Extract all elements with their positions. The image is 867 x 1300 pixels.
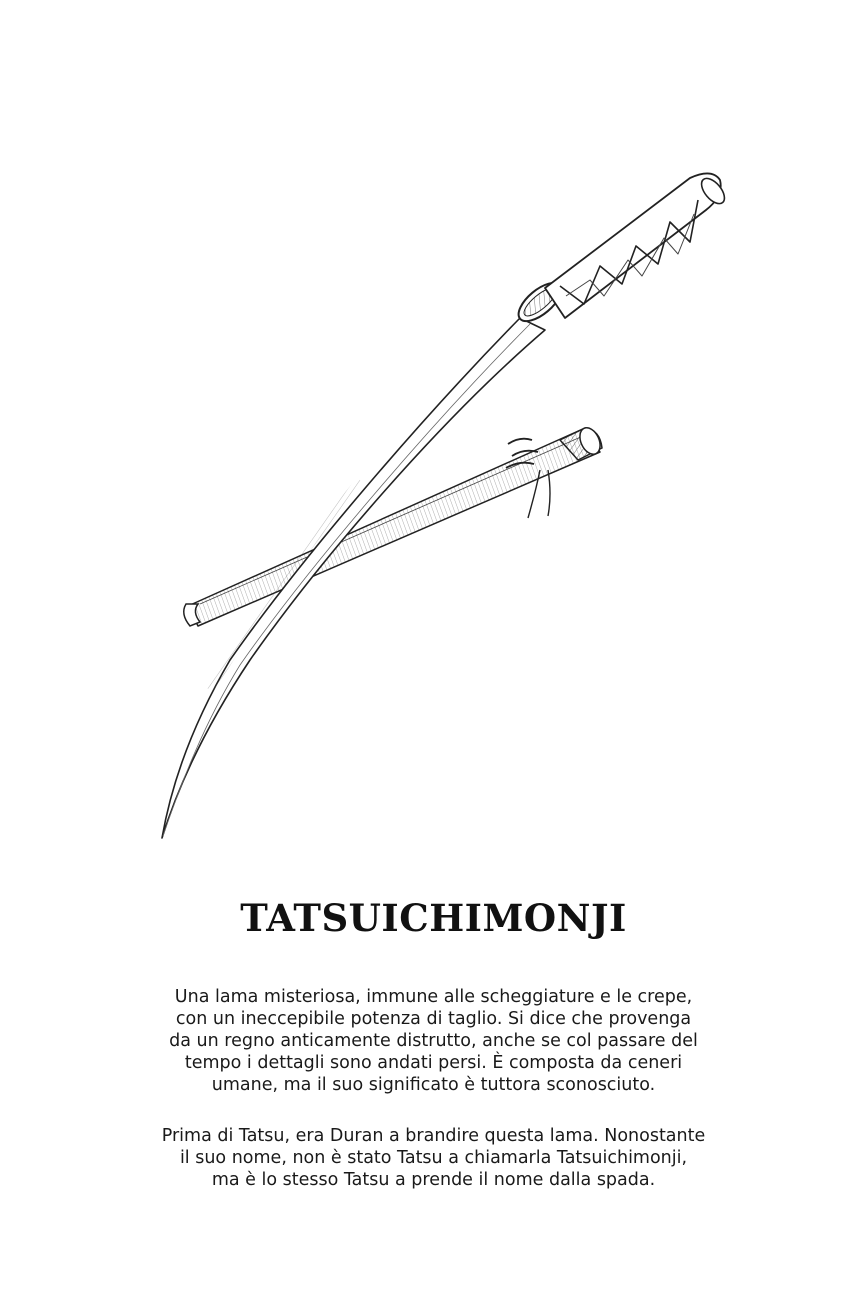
handle (545, 173, 729, 318)
lore-line: il suo nome, non è stato Tatsu a chiamarla Tatsuichimonji, (179, 1148, 688, 1168)
description-line: Una lama misteriosa, immune alle scheggiature e le crepe, (174, 987, 693, 1007)
lore-paragraph (120, 1125, 747, 1191)
weapon-title: TATSUICHIMONJI (240, 896, 627, 940)
description-line: tempo i dettagli sono andati persi. È composta da ceneri (184, 1053, 683, 1073)
description-paragraph (120, 986, 747, 1096)
blade (162, 318, 545, 838)
description-line: con un ineccepibile potenza di taglio. Si dice che provenga (175, 1009, 692, 1029)
lore-line: ma è lo stesso Tatsu a prende il nome dalla spada. (211, 1170, 656, 1190)
description-line: da un regno anticamente distrutto, anche se col passare del (169, 1031, 698, 1051)
description-line: umane, ma il suo significato è tuttora sconosciuto. (211, 1075, 656, 1095)
lore-line: Prima di Tatsu, era Duran a brandire questa lama. Nonostante (161, 1126, 706, 1146)
